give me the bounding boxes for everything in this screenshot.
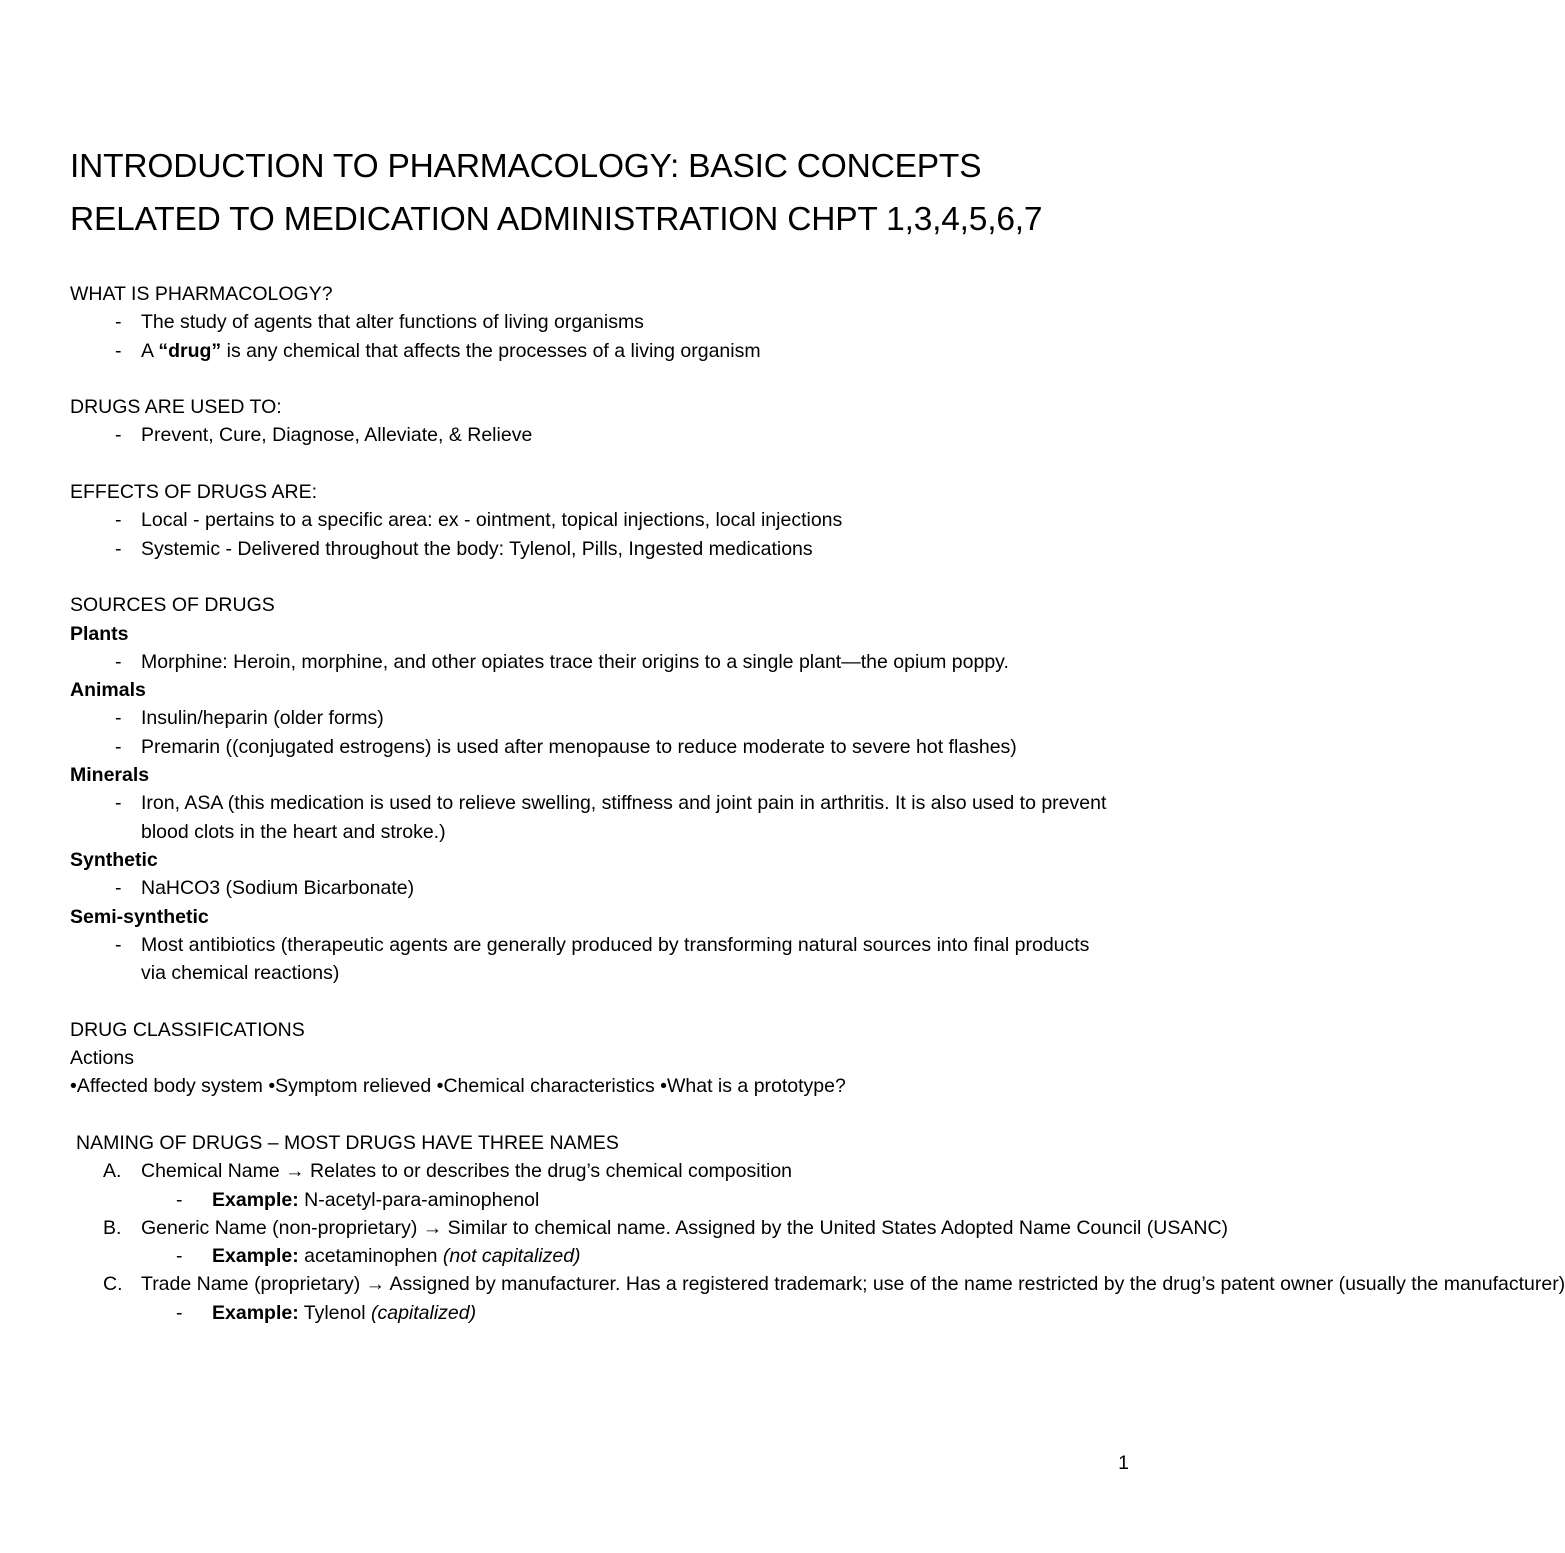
list-item: - Premarin ((conjugated estrogens) is used after menopause to reduce moderate to severe hot flashes) [70,733,1140,761]
document-body [70,280,1565,1327]
bullet-dash: - [176,1301,183,1324]
section-heading-sources: SOURCES OF DRUGS [70,594,275,617]
ordered-item-a: A. Chemical Name → Relates to or describes the drug’s chemical composition [70,1157,1140,1185]
bullet-dash: - [115,424,122,447]
bullet-dash: - [115,877,122,900]
bullet-dash: - [115,933,122,956]
bullet-dash: - [115,792,122,815]
document-title [70,140,1150,246]
list-label: A. [103,1160,122,1183]
list-item: - The study of agents that alter functions of living organisms [70,308,1140,336]
bullet-dash: - [115,339,122,362]
subheading-semi-synthetic: Semi-synthetic [70,905,209,928]
list-item: - Insulin/heparin (older forms) [70,704,1140,732]
bullet-dash: - [115,537,122,560]
bullet-dash: - [176,1245,183,1268]
title-line-1: INTRODUCTION TO PHARMACOLOGY: BASIC CONCEPTS [70,148,982,185]
section-heading-what-is: WHAT IS PHARMACOLOGY? [70,283,333,305]
example-item: - Example: Tylenol (capitalized) [70,1299,1140,1327]
list-label: B. [103,1216,122,1239]
drug-term: “drug” [158,339,222,362]
section-heading-used-to: DRUGS ARE USED TO: [70,396,282,419]
subheading-synthetic: Synthetic [70,848,158,871]
list-item: - Local - pertains to a specific area: ex - ointment, topical injections, local injections [70,506,1140,534]
list-item: - Morphine: Heroin, morphine, and other opiates trace their origins to a single plant—the opium poppy. [70,648,1140,676]
bullet-dash: - [115,311,122,334]
list-item: - Systemic - Delivered throughout the body: Tylenol, Pills, Ingested medications [70,535,1140,563]
bullet-dash: - [115,509,122,532]
page-number: 1 [1118,1452,1129,1474]
bullet-dash: - [115,735,122,758]
list-item: - NaHCO3 (Sodium Bicarbonate) [70,874,1140,902]
section-heading-effects: EFFECTS OF DRUGS ARE: [70,481,318,504]
section-heading-naming: NAMING OF DRUGS – MOST DRUGS HAVE THREE NAMES [76,1131,619,1154]
bullet-dash: - [115,650,122,673]
list-item: - Iron, ASA (this medication is used to relieve swelling, stiffness and joint pain in arthritis. It is also used to prevent blood clots in the heart and stroke.) [70,789,1140,846]
list-label: C. [103,1273,123,1296]
subheading-plants: Plants [70,622,129,645]
title-line-2: RELATED TO MEDICATION ADMINISTRATION CHPT 1,3,4,5,6,7 [70,201,1043,238]
example-item: - Example: acetaminophen (not capitalized) [70,1242,1140,1270]
ordered-item-c: C. Trade Name (proprietary) → Assigned by manufacturer. Has a registered trademark; use of the name restricted by the drug’s patent owner (usually the manufacturer) [70,1270,1140,1298]
subheading-actions: Actions [70,1047,134,1070]
classification-bullets: •Affected body system •Symptom relieved •Chemical characteristics •What is a prototype? [70,1075,846,1098]
subheading-minerals: Minerals [70,764,150,787]
subheading-animals: Animals [70,679,146,702]
list-item: - Most antibiotics (therapeutic agents are generally produced by transforming natural sources into final products via chemical reactions) [70,931,1140,988]
bullet-dash: - [176,1188,183,1211]
list-item: - Prevent, Cure, Diagnose, Alleviate, & Relieve [70,421,1140,449]
ordered-item-b: B. Generic Name (non-proprietary) → Similar to chemical name. Assigned by the United States Adopted Name Council (USANC) [70,1214,1140,1242]
section-heading-classifications: DRUG CLASSIFICATIONS [70,1018,305,1041]
example-item: - Example: N-acetyl-para-aminophenol [70,1186,1140,1214]
bullet-dash: - [115,707,122,730]
list-item: - A “drug” is any chemical that affects the processes of a living organism [70,337,1140,365]
